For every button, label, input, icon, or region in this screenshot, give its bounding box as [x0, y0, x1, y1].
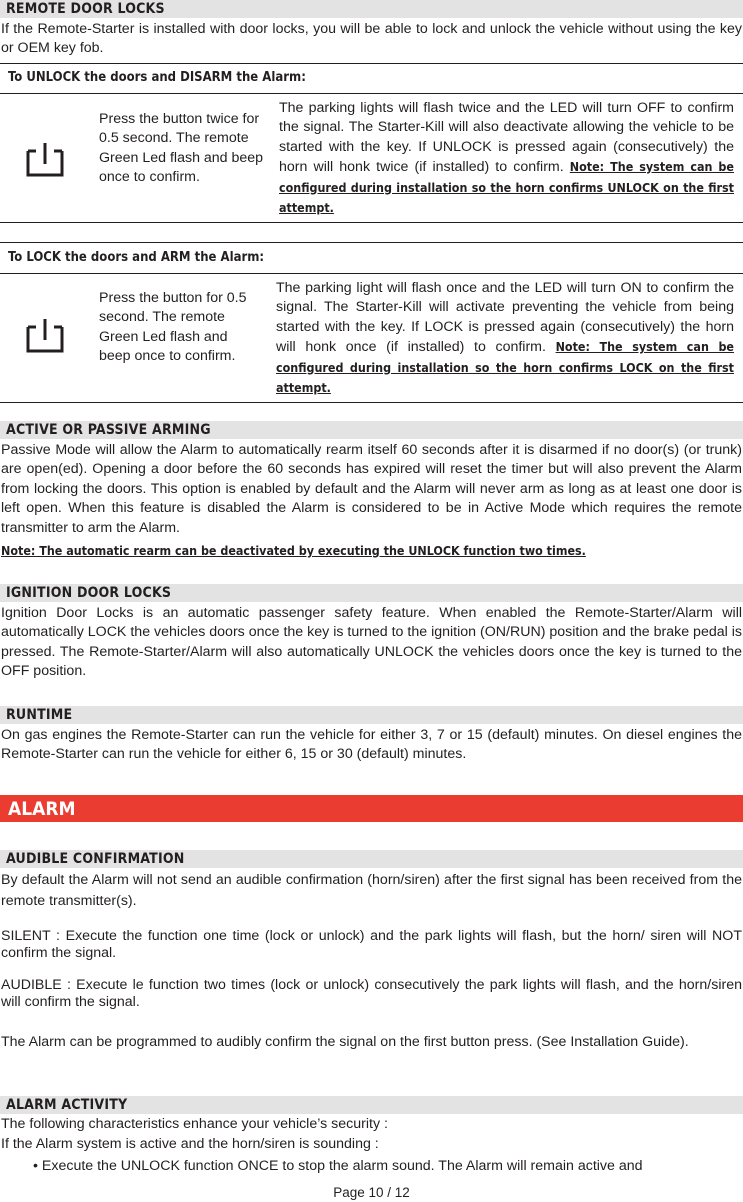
audible-confirmation-p1: By default the Alarm will not send an audible confirmation (horn/siren) after the first signal has been received from the remote transmitter(s). [1, 872, 742, 909]
section-title: ACTIVE OR PASSIVE ARMING [6, 422, 211, 438]
divider [0, 242, 743, 243]
runtime-body: On gas engines the Remote-Starter can run the vehicle for either 3, 7 or 15 (default) minutes. On diesel engines the Remote-Starter can run the vehicle for either 6, 15 or 30 (default) minutes. [1, 727, 742, 763]
page-number: Page 10 / 12 [333, 1185, 410, 1200]
unlock-note: Note: The system can be configured during installation so the horn confirms UNLOCK on the first attempt. [279, 159, 734, 216]
alarm-activity-line2: If the Alarm system is active and the horn/siren is sounding : [1, 1136, 379, 1152]
audible-confirmation-silent: SILENT : Execute the function one time (lock or unlock) and the park lights will flash, but the horn/ siren will NOT confirm the signal. [1, 928, 742, 961]
lock-title: To LOCK the doors and ARM the Alarm: [8, 250, 265, 265]
alarm-activity-bullet: • Execute the UNLOCK function ONCE to stop the alarm sound. The Alarm will remain active and [33, 1158, 643, 1174]
arming-body: Passive Mode will allow the Alarm to automatically rearm itself 60 seconds after it is disarmed if no door(s) (or trunk) are open(ed). Opening a door before the 60 seconds has expired will reset the timer but will also prevent the Alarm from locking the doors. This option is enabled by default and the Alarm will never arm as long as at least one door is left open. When this feature is disabled the Alarm is considered to be in Active Mode which requires the remote transmitter to arm the Alarm. [1, 442, 742, 536]
alarm-activity-line1: The following characteristics enhance your vehicle’s security : [1, 1116, 388, 1132]
unlock-title: To UNLOCK the doors and DISARM the Alarm: [8, 70, 306, 85]
power-button-icon [24, 316, 66, 358]
section-title: IGNITION DOOR LOCKS [6, 585, 172, 601]
power-button-icon [24, 140, 66, 182]
section-title: AUDIBLE CONFIRMATION [6, 851, 185, 867]
arming-note: Note: The automatic rearm can be deactivated by executing the UNLOCK function two times. [1, 543, 586, 558]
section-title: ALARM ACTIVITY [6, 1097, 128, 1113]
lock-description-text: The parking light will flash once and the LED will turn ON to confirm the signal. The Starter-Kill will activate preventing the vehicle from being started with the key. If LOCK is pressed again (consecutively) the horn will honk once (if installed) to confirm. [276, 280, 734, 356]
section-header-runtime [0, 706, 743, 724]
lock-note: Note: The system can be configured during installation so the horn confirms LOCK on the first attempt. [276, 339, 734, 396]
divider [0, 93, 743, 94]
unlock-description [279, 99, 734, 218]
lock-instruction: Press the button for 0.5 second. The remote Green Led flash and beep once to confirm. [99, 290, 247, 365]
divider [0, 63, 743, 64]
section-title: REMOTE DOOR LOCKS [6, 1, 165, 17]
divider [0, 273, 743, 274]
audible-confirmation-p4: The Alarm can be programmed to audibly confirm the signal on the first button press. (See Installation Guide). [1, 1034, 689, 1050]
remote-door-locks-intro: If the Remote-Starter is installed with door locks, you will be able to lock and unlock the vehicle without using the key or OEM key fob. [1, 21, 742, 57]
section-header-arming [0, 421, 743, 439]
alarm-title: ALARM [8, 798, 76, 820]
section-header-remote-door-locks [0, 0, 743, 18]
divider [0, 402, 743, 403]
ignition-door-locks-body: Ignition Door Locks is an automatic passenger safety feature. When enabled the Remote-Starter/Alarm will automatically LOCK the vehicles doors once the key is turned to the ignition (ON/RUN) position and the brake pedal is pressed. The Remote-Starter/Alarm will also automatically UNLOCK the vehicles doors once the key is turned to the OFF position. [1, 605, 742, 680]
divider [0, 222, 743, 223]
unlock-description-text: The parking lights will flash twice and the LED will turn OFF to confirm the signal. The Starter-Kill will also deactivate allowing the vehicle to be started with the key. If UNLOCK is pressed again (consecutively) the horn will honk twice (if installed) to confirm. [279, 100, 734, 176]
section-header-ignition-door-locks [0, 584, 743, 602]
alarm-section-banner [0, 795, 743, 822]
lock-description [276, 279, 734, 398]
unlock-instruction: Press the button twice for 0.5 second. The remote Green Led flash and beep once to confirm. [99, 111, 264, 186]
section-header-audible-confirmation [0, 850, 743, 868]
section-title: RUNTIME [6, 707, 73, 723]
audible-confirmation-audible: AUDIBLE : Execute le function two times (lock or unlock) consecutively the park lights will flash, and the horn/siren will confirm the signal. [1, 977, 742, 1010]
section-header-alarm-activity [0, 1096, 743, 1114]
